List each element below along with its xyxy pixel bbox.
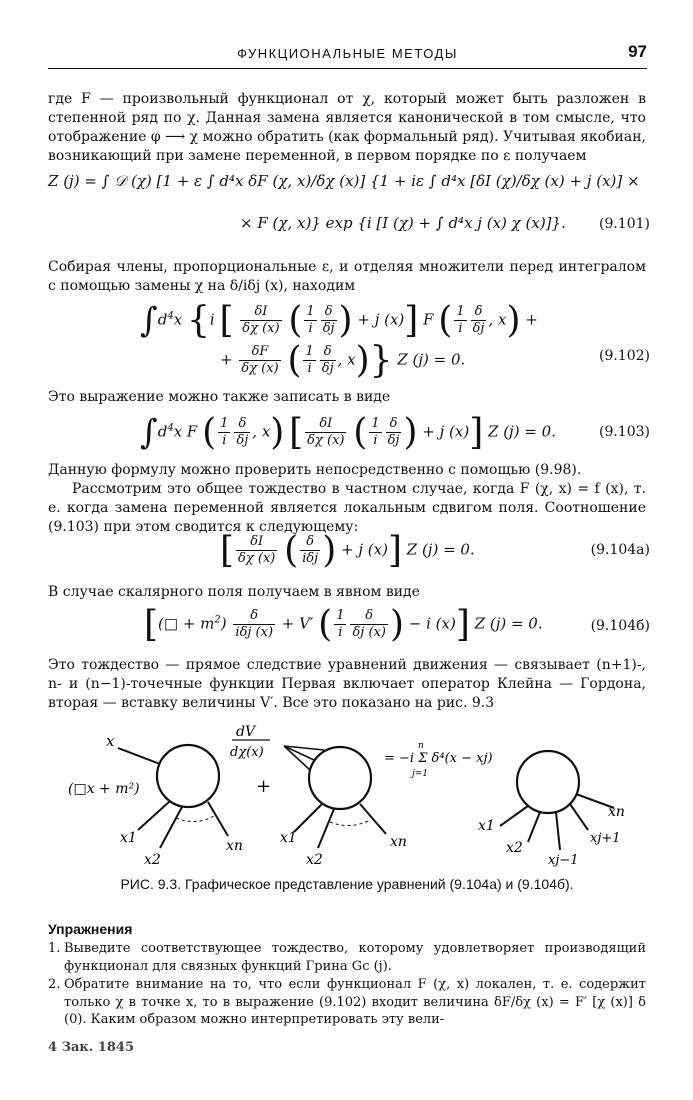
equation-number: (9.102) xyxy=(598,348,650,364)
leg-xj-1 xyxy=(556,812,560,850)
equation-9-104b xyxy=(40,604,650,650)
equation-9-102-line2: + $\frac{\delta F}{\delta\chi (x)}$ ( $\frac{1}{i}$ $\frac{\delta}{\delta j}$ , x)} Z (j) = 0. xyxy=(220,340,466,381)
running-title: ФУНКЦИОНАЛЬНЫЕ МЕТОДЫ xyxy=(237,46,458,61)
blob-circle xyxy=(517,751,579,813)
dots-arc xyxy=(176,816,214,822)
plus-sign: + xyxy=(256,776,272,797)
exercise-item: 2. Обратите внимание на то, что если функционал F (χ, x) локален, т. е. содержит только χ в точке x, то в выражение (9.102) входит величина δF/δχ (x) = F′ [χ (x)] δ (0). Каким образом можно интерпретировать эту вели- xyxy=(48,977,646,1027)
equation-9-102-line1: $\int d^4x$ {i [ $\frac{\delta I}{\delta\chi (x)}$ ( $\frac{1}{i}$ $\frac{\delta}{\delta j}$ ) + j (x)] F ( $\frac{1}{i}$ $\frac{\delta}{\delta j}$ , x) + xyxy=(140,300,538,341)
equation-9-102 xyxy=(40,300,650,380)
equation-9-104a xyxy=(40,530,650,574)
label-sum-bottom: j=1 xyxy=(412,769,429,779)
label-x1: x1 xyxy=(280,830,297,846)
label-sum-top: n xyxy=(418,741,424,751)
paragraph-rewrite: Это выражение можно также записать в виде xyxy=(48,389,391,405)
exercises-list xyxy=(48,940,646,1030)
printer-signature: 4 Зак. 1845 xyxy=(48,1040,134,1055)
paragraph-special-case: Рассмотрим это общее тождество в частном случае, когда F (χ, x) = f (x), т. е. когда замена переменной является локальным сдвигом поля. Соотношение (9.103) при этом сводится к следующему: xyxy=(48,481,646,535)
dots-arc xyxy=(330,820,370,826)
leg-x2 xyxy=(528,812,540,842)
leg-x1 xyxy=(138,801,170,830)
leg-x1 xyxy=(500,806,528,826)
page-header xyxy=(48,44,647,69)
exercise-item: 1. Выведите соответствующее тождество, которому удовлетворяет производящий функционал для связных функций Грина Gc (j). xyxy=(48,941,646,974)
page-number: 97 xyxy=(628,42,647,61)
blob-circle xyxy=(309,747,371,809)
blob-circle xyxy=(157,745,219,807)
leg-xn xyxy=(208,802,228,836)
figure-caption: РИС. 9.3. Графическое представление уравнений (9.104а) и (9.104б). xyxy=(120,876,574,892)
leg-x2 xyxy=(318,809,334,848)
label-x: x xyxy=(106,732,115,750)
label-xn: xn xyxy=(608,804,625,820)
equation-9-104b-body: [(□ + $m^2$) $\frac{\delta}{\text{iδj (x)}}$ + V′ ( $\frac{1}{i}$ $\frac{\delta}{\delta j (x)}$ ) − i (x)] Z (j) = 0. xyxy=(144,604,543,645)
exercises-heading: Упражнения xyxy=(48,921,133,937)
label-x2: x2 xyxy=(506,840,523,856)
vertex-line xyxy=(284,746,310,770)
paragraph-identity: Это тождество — прямое следствие уравнений движения — связывает (n+1)-, n- и (n−1)-точечные функции Первая включает оператор Клейна — Гордона, вторая — вставку величины V′. Все это показано на рис. 9.3 xyxy=(48,657,646,711)
paragraph-verify: Данную формулу можно проверить непосредственно с помощью (9.98). xyxy=(48,462,582,478)
leg-xj+1 xyxy=(570,804,588,830)
leg-x1 xyxy=(294,804,322,832)
label-dv-denominator: dχ(x) xyxy=(230,745,264,760)
paragraph-scalar: В случае скалярного поля получаем в явном виде xyxy=(48,584,420,600)
equation-9-101-line1: Z (j) = ∫ 𝒟 (χ) [1 + ε ∫ d⁴x δF (χ, x)/δχ (x)] {1 + iε ∫ d⁴x [δI (χ)/δχ (x) + j (x)] × xyxy=(48,172,640,190)
equation-number: (9.104б) xyxy=(590,618,650,634)
leg-xn xyxy=(360,804,386,834)
label-x2: x2 xyxy=(306,852,323,868)
paragraph-collect: Собирая члены, пропорциональные ε, и отделяя множители перед интегралом с помощью замены χ на δ/iδj (x), находим xyxy=(48,259,646,294)
equation-9-104a-body: [ $\frac{\delta I}{\delta\chi (x)}$ ( $\frac{\delta}{\text{iδj}}$ ) + j (x)] Z (j) = 0. xyxy=(220,530,475,571)
equation-9-103-body: $\int d^4x$ F ( $\frac{1}{i}$ $\frac{\delta}{\delta j}$ , x) [ $\frac{\delta I}{\delta\chi (x)}$ ( $\frac{1}{i}$ $\frac{\delta}{\delta j}$ ) + j (x)] Z (j) = 0. xyxy=(140,412,556,453)
label-dv-numerator: dV xyxy=(236,724,256,740)
label-xj+1: xj+1 xyxy=(590,831,621,846)
equation-9-101 xyxy=(40,172,650,252)
label-xn: xn xyxy=(226,838,243,854)
diagram-klein-gordon xyxy=(68,732,243,868)
label-operator: (□x + m²) xyxy=(68,781,140,797)
figure-9-3 xyxy=(48,718,658,870)
external-leg-x xyxy=(118,748,160,764)
label-rhs: = −i Σ δ⁴(x − xj) xyxy=(384,751,493,766)
equation-9-103 xyxy=(40,412,650,456)
label-xn: xn xyxy=(390,834,407,850)
equation-number: (9.104а) xyxy=(590,542,650,558)
diagram-contact-terms xyxy=(478,751,625,868)
label-xj-1: xj−1 xyxy=(548,853,579,868)
label-x1: x1 xyxy=(478,818,495,834)
label-x1: x1 xyxy=(120,830,137,846)
equation-number: (9.103) xyxy=(598,424,650,440)
label-x2: x2 xyxy=(144,852,161,868)
paragraph-intro: где F — произвольный функционал от χ, который может быть разложен в степенной ряд по χ. Данная замена является канонической в том смысле, что отображение φ ⟶ χ можно обратить (как формальный ряд). Учитывая якобиан, возникающий при замене переменной, в первом порядке по ε получаем xyxy=(48,91,646,164)
equation-9-101-line2: × F (χ, x)} exp {i [I (χ) + ∫ d⁴x j (x) χ (x)]}. xyxy=(240,214,566,232)
equation-number: (9.101) xyxy=(598,216,650,232)
leg-x2 xyxy=(160,807,182,848)
